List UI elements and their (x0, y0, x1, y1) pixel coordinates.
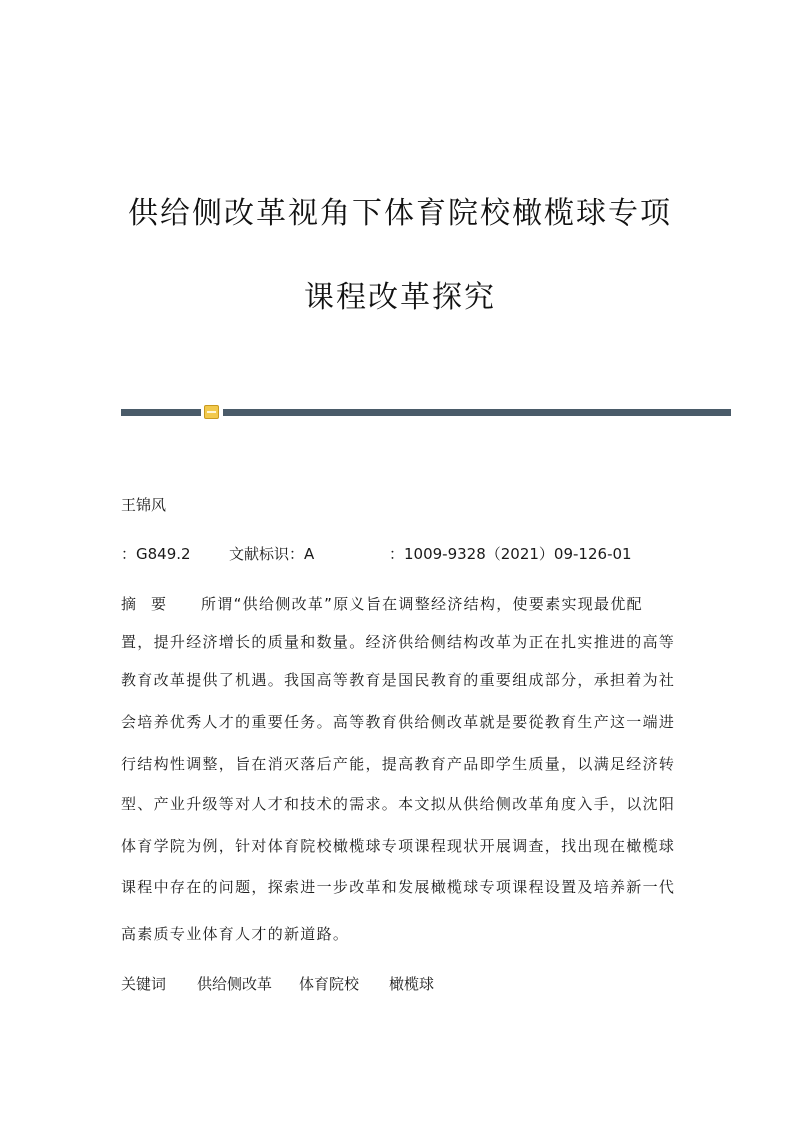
abstract-line (121, 593, 643, 614)
abstract-line: 体育学院为例，针对体育院校橄榄球专项课程现状开展调查，找出现在橄榄球 (121, 837, 676, 855)
abstract-line: 会培养优秀人才的重要任务。高等教育供给侧改革就是要從教育生产这一端进 (121, 713, 676, 731)
keywords-label: 关键词 (121, 975, 167, 993)
keyword-item: 橄榄球 (389, 975, 435, 993)
article-meta (121, 543, 632, 564)
abstract-line: 置，提升经济增长的质量和数量。经济供给侧结构改革为正在扎实推进的高等 (121, 633, 676, 651)
abstract-line: 型、产业升级等对人才和技术的需求。本文拟从供给侧改革角度入手，以沈阳 (121, 795, 676, 813)
clc-number: ：G849.2 (121, 545, 191, 563)
document-badge-icon (204, 405, 219, 419)
abstract-line: 教育改革提供了机遇。我国高等教育是国民教育的重要组成部分，承担着为社 (121, 671, 676, 689)
divider-bar-right (223, 409, 731, 416)
title-line-1: 供给侧改革视角下体育院校橄榄球专项 (128, 196, 672, 231)
author-name: 王锦风 (121, 496, 167, 514)
abstract-text: 所谓“供给侧改革”原义旨在调整经济结构，使要素实现最优配 (201, 595, 643, 613)
abstract-line: 课程中存在的问题，探索进一步改革和发展橄榄球专项课程设置及培养新一代 (121, 878, 676, 896)
keyword-item: 体育院校 (299, 975, 360, 993)
abstract-line: 行结构性调整，旨在消灭落后产能，提高教育产品即学生质量，以满足经济转 (121, 755, 676, 773)
divider-bar-left (121, 409, 201, 416)
document-code: 文献标识：A (229, 545, 315, 563)
keyword-item: 供给侧改革 (197, 975, 273, 993)
keywords-line (121, 973, 434, 994)
article-number: ：1009-9328（2021）09-126-01 (389, 545, 632, 563)
abstract-label: 摘 要 (121, 595, 167, 613)
abstract-line: 高素质专业体育人才的新道路。 (121, 925, 350, 943)
title-line-2: 课程改革探究 (304, 280, 496, 315)
